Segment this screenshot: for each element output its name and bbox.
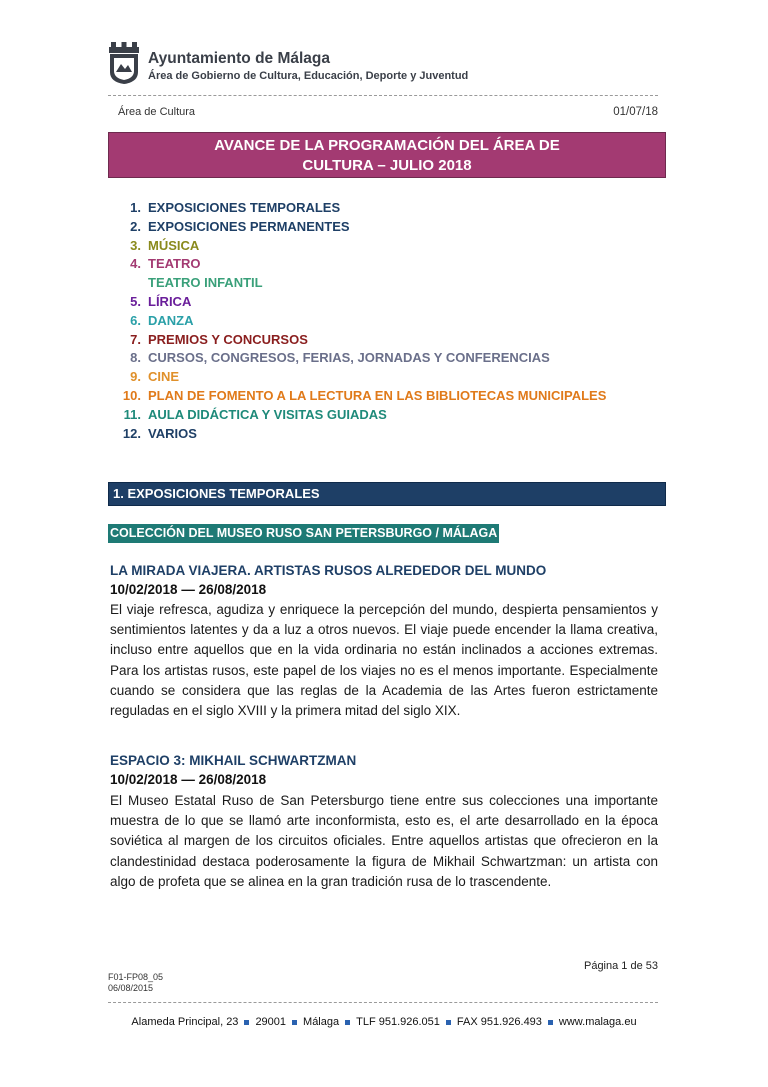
index-item <box>118 293 606 312</box>
index-item <box>118 368 606 387</box>
separator-square-icon <box>292 1020 297 1025</box>
index-item-label: EXPOSICIONES TEMPORALES <box>148 200 341 215</box>
header-divider <box>108 95 658 96</box>
footer-divider <box>108 1002 658 1003</box>
index-item <box>118 331 606 350</box>
index-item <box>118 237 606 256</box>
page-number: Página 1 de 53 <box>583 960 658 972</box>
index-item-label: AULA DIDÁCTICA Y VISITAS GUIADAS <box>148 406 387 422</box>
index-item-number: 4. <box>130 256 141 272</box>
index-item <box>118 199 606 218</box>
index-item <box>118 349 606 368</box>
form-code <box>108 972 163 994</box>
index-item-number: 7. <box>130 331 141 347</box>
index-item-label: DANZA <box>148 312 194 328</box>
table-of-contents <box>118 199 606 443</box>
form-code-id: F01-FP08_05 <box>108 972 164 982</box>
document-date: 01/07/18 <box>613 106 658 118</box>
index-item-number: 6. <box>130 312 141 328</box>
document-title <box>108 132 666 178</box>
separator-square-icon <box>548 1020 553 1025</box>
index-item-number: 9. <box>130 369 141 385</box>
index-item-label: EXPOSICIONES PERMANENTES <box>148 218 350 234</box>
index-item-label: CURSOS, CONGRESOS, FERIAS, JORNADAS Y CONFERENCIAS <box>148 350 550 366</box>
index-item-number: 8. <box>130 350 141 366</box>
index-item-number: 2. <box>130 218 141 234</box>
footer-address: Alameda Principal, 23 <box>131 1016 239 1028</box>
separator-square-icon <box>244 1020 249 1025</box>
index-item-number: 11. <box>123 406 141 422</box>
index-item-number: 12. <box>122 425 141 441</box>
index-item-label: PREMIOS Y CONCURSOS <box>148 331 308 347</box>
index-item-number: 5. <box>130 293 141 309</box>
footer-website-link[interactable]: www.malaga.eu <box>558 1016 637 1028</box>
title-line-1: AVANCE DE LA PROGRAMACIÓN DEL ÁREA DE <box>214 137 560 154</box>
index-item-label: LÍRICA <box>148 293 192 309</box>
collection-label: COLECCIÓN DEL MUSEO RUSO SAN PETERSBURGO / MÁLAGA <box>108 524 499 543</box>
title-line-2: CULTURA – JULIO 2018 <box>302 157 472 174</box>
index-item <box>118 425 606 444</box>
form-code-date: 06/08/2015 <box>108 983 154 993</box>
footer-phone: TLF 951.926.051 <box>356 1016 440 1028</box>
index-item <box>118 218 606 237</box>
section-header: 1. EXPOSICIONES TEMPORALES <box>108 482 666 506</box>
entry-dates: 10/02/2018 — 26/08/2018 <box>110 772 267 787</box>
entry-body: El Museo Estatal Ruso de San Petersburgo tiene entre sus colecciones una importante muestra de lo que se llamó arte inconformista, esto es, el arte desarrollado en la época soviética al margen de los circuitos oficiales. Entre aquellos artistas que ofrecieron en la clandestinidad destaca poderosamente la figura de Mikhail Schwartzman: un artista con algo de profeta que se alinea en la gran tradición rusa de lo trascendente. <box>110 793 658 889</box>
index-item-label: PLAN DE FOMENTO A LA LECTURA EN LAS BIBLIOTECAS MUNICIPALES <box>148 387 607 403</box>
footer-fax: FAX 951.926.493 <box>456 1016 542 1028</box>
separator-square-icon <box>446 1020 451 1025</box>
footer-contact <box>0 1016 768 1028</box>
index-item-label: TEATRO INFANTIL <box>148 275 263 291</box>
index-item <box>118 255 606 274</box>
index-item-number: 3. <box>130 237 141 253</box>
index-item-label: VARIOS <box>148 425 197 441</box>
separator-square-icon <box>345 1020 350 1025</box>
entry-dates: 10/02/2018 — 26/08/2018 <box>110 582 267 597</box>
index-item-label: TEATRO <box>148 256 201 272</box>
index-item-label: CINE <box>148 369 180 385</box>
area-label: Área de Cultura <box>118 106 196 118</box>
index-item <box>118 406 606 425</box>
entry-heading: ESPACIO 3: MIKHAIL SCHWARTZMAN <box>110 753 357 768</box>
footer-postcode: 29001 <box>255 1016 287 1028</box>
malaga-coat-of-arms-logo <box>108 42 140 84</box>
index-item <box>118 312 606 331</box>
entry-heading: LA MIRADA VIAJERA. ARTISTAS RUSOS ALREDEDOR DEL MUNDO <box>110 563 547 578</box>
index-item <box>118 274 606 293</box>
index-item-number: 1. <box>130 200 141 215</box>
entry-body: El viaje refresca, agudiza y enriquece la percepción del mundo, despierta pensamientos y sentimientos latentes y da a luz a otros nuevos. El viaje puede encender la llama creativa, incluso entre aquellos que en la vida ordinaria no están inclinados a acciones extremas. Para los artistas rusos, este papel de los viajes no es el menos importante. Especialmente cuando se considera que las reglas de la Academia de las Artes fueron estrictamente reguladas en el siglo XVIII y la primera mitad del siglo XIX. <box>110 602 658 719</box>
index-item-number: 10. <box>122 387 141 403</box>
org-name: Ayuntamiento de Málaga <box>148 50 331 67</box>
org-subtitle: Área de Gobierno de Cultura, Educación, Deporte y Juventud <box>148 70 469 82</box>
footer-city: Málaga <box>303 1016 340 1028</box>
index-item-label: MÚSICA <box>148 237 200 253</box>
index-item <box>118 387 606 406</box>
